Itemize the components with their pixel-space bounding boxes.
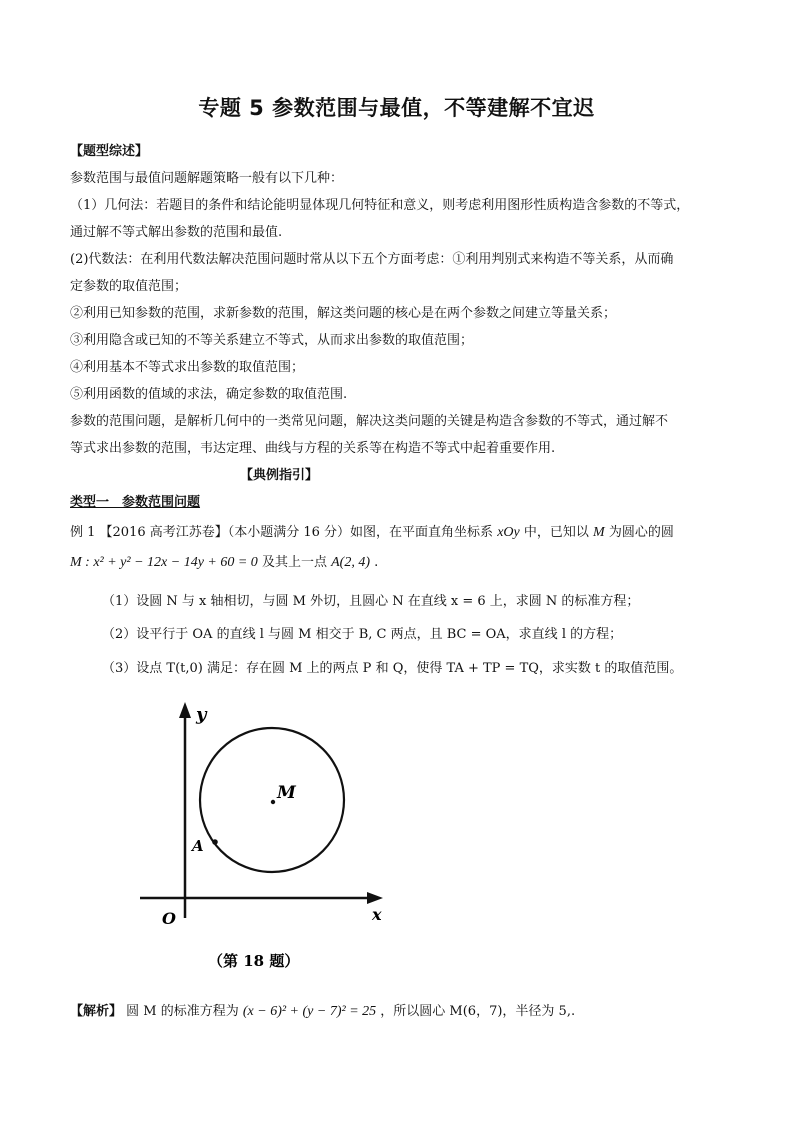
figure-caption: （第 18 题） bbox=[208, 952, 300, 970]
example1-eq-tail: 及其上一点 bbox=[261, 555, 327, 570]
x-axis-label: x bbox=[372, 905, 382, 924]
point-a bbox=[212, 839, 218, 845]
question-2: （2）设平行于 OA 的直线 l 与圆 M 相交于 B, C 两点，且 BC = OA，求直线 l 的方程； bbox=[102, 627, 623, 642]
analysis-equation: (x − 6)² + (y − 7)² = 25 bbox=[242, 1004, 377, 1019]
analysis-label: 【解析】 bbox=[70, 1004, 123, 1019]
type1-heading: 类型一 参数范围问题 bbox=[70, 495, 201, 510]
intro-text: 参数范围与最值问题解题策略一般有以下几种： bbox=[70, 171, 344, 186]
y-axis-arrow-icon bbox=[179, 702, 191, 718]
method-item3: ③利用隐含或已知的不等关系建立不等式，从而求出参数的取值范围； bbox=[70, 333, 474, 348]
page-title: 专题 5 参数范围与最值，不等建解不宜迟 bbox=[198, 96, 595, 120]
example1-head: 例 1 【2016 高考江苏卷】（本小题满分 16 分）如图，在平面直角坐标系 bbox=[70, 525, 494, 540]
point-a-label: A bbox=[192, 837, 204, 855]
summary-line1: 参数的范围问题，是解析几何中的一类常见问题，解决这类问题的关键是构造含参数的不等式，通过解不 bbox=[70, 414, 669, 429]
method-item4: ④利用基本不等式求出参数的取值范围； bbox=[70, 360, 305, 375]
origin-label: O bbox=[162, 909, 176, 928]
question-3: （3）设点 T(t,0) 满足：存在圆 M 上的两点 P 和 Q，使得 TA + TP = TQ，求实数 t 的取值范围。 bbox=[102, 661, 683, 676]
example1-point: A(2, 4) bbox=[331, 555, 370, 570]
center-point-m bbox=[271, 800, 275, 804]
method2-line2: 定参数的取值范围； bbox=[70, 279, 188, 294]
example1-center: M bbox=[593, 525, 605, 540]
analysis-tail: ，所以圆心 M(6，7)，半径为 5,. bbox=[380, 1004, 576, 1019]
example1-line2 bbox=[70, 554, 730, 572]
section-overview-heading: 【题型综述】 bbox=[70, 144, 149, 159]
x-axis-arrow-icon bbox=[367, 892, 383, 904]
analysis-text: 圆 M 的标准方程为 bbox=[126, 1004, 239, 1019]
example1-coord: xOy bbox=[497, 525, 520, 540]
section-examples-heading: 【典例指引】 bbox=[240, 468, 319, 483]
y-axis-label: y bbox=[196, 704, 207, 725]
figure-svg bbox=[140, 698, 400, 978]
example1-tail2: 为圆心的圆 bbox=[608, 525, 674, 540]
analysis-line bbox=[70, 1003, 730, 1021]
center-label: M bbox=[277, 783, 296, 803]
circle-m bbox=[200, 728, 344, 872]
method-item5: ⑤利用函数的值域的求法，确定参数的取值范围. bbox=[70, 387, 348, 402]
example1-tail: 中，已知以 bbox=[523, 525, 589, 540]
method1-line2: 通过解不等式解出参数的范围和最值. bbox=[70, 225, 283, 240]
summary-line2: 等式求出参数的范围，韦达定理、曲线与方程的关系等在构造不等式中起着重要作用. bbox=[70, 441, 556, 456]
method1-line1: （1）几何法：若题目的条件和结论能明显体现几何特征和意义，则考虑利用图形性质构造含参数的不等式， bbox=[70, 198, 690, 213]
example1-line1 bbox=[70, 524, 730, 542]
method2-line1: (2)代数法：在利用代数法解决范围问题时常从以下五个方面考虑：①利用判别式来构造不等关系，从而确 bbox=[70, 252, 674, 267]
method-item2: ②利用已知参数的范围，求新参数的范围，解这类问题的核心是在两个参数之间建立等量关系； bbox=[70, 306, 617, 321]
example1-end: . bbox=[374, 555, 379, 570]
circle-figure bbox=[140, 698, 400, 978]
example1-equation: M : x² + y² − 12x − 14y + 60 = 0 bbox=[70, 555, 258, 570]
question-1: （1）设圆 N 与 x 轴相切，与圆 M 外切，且圆心 N 在直线 x = 6 上，求圆 N 的标准方程； bbox=[102, 594, 640, 609]
